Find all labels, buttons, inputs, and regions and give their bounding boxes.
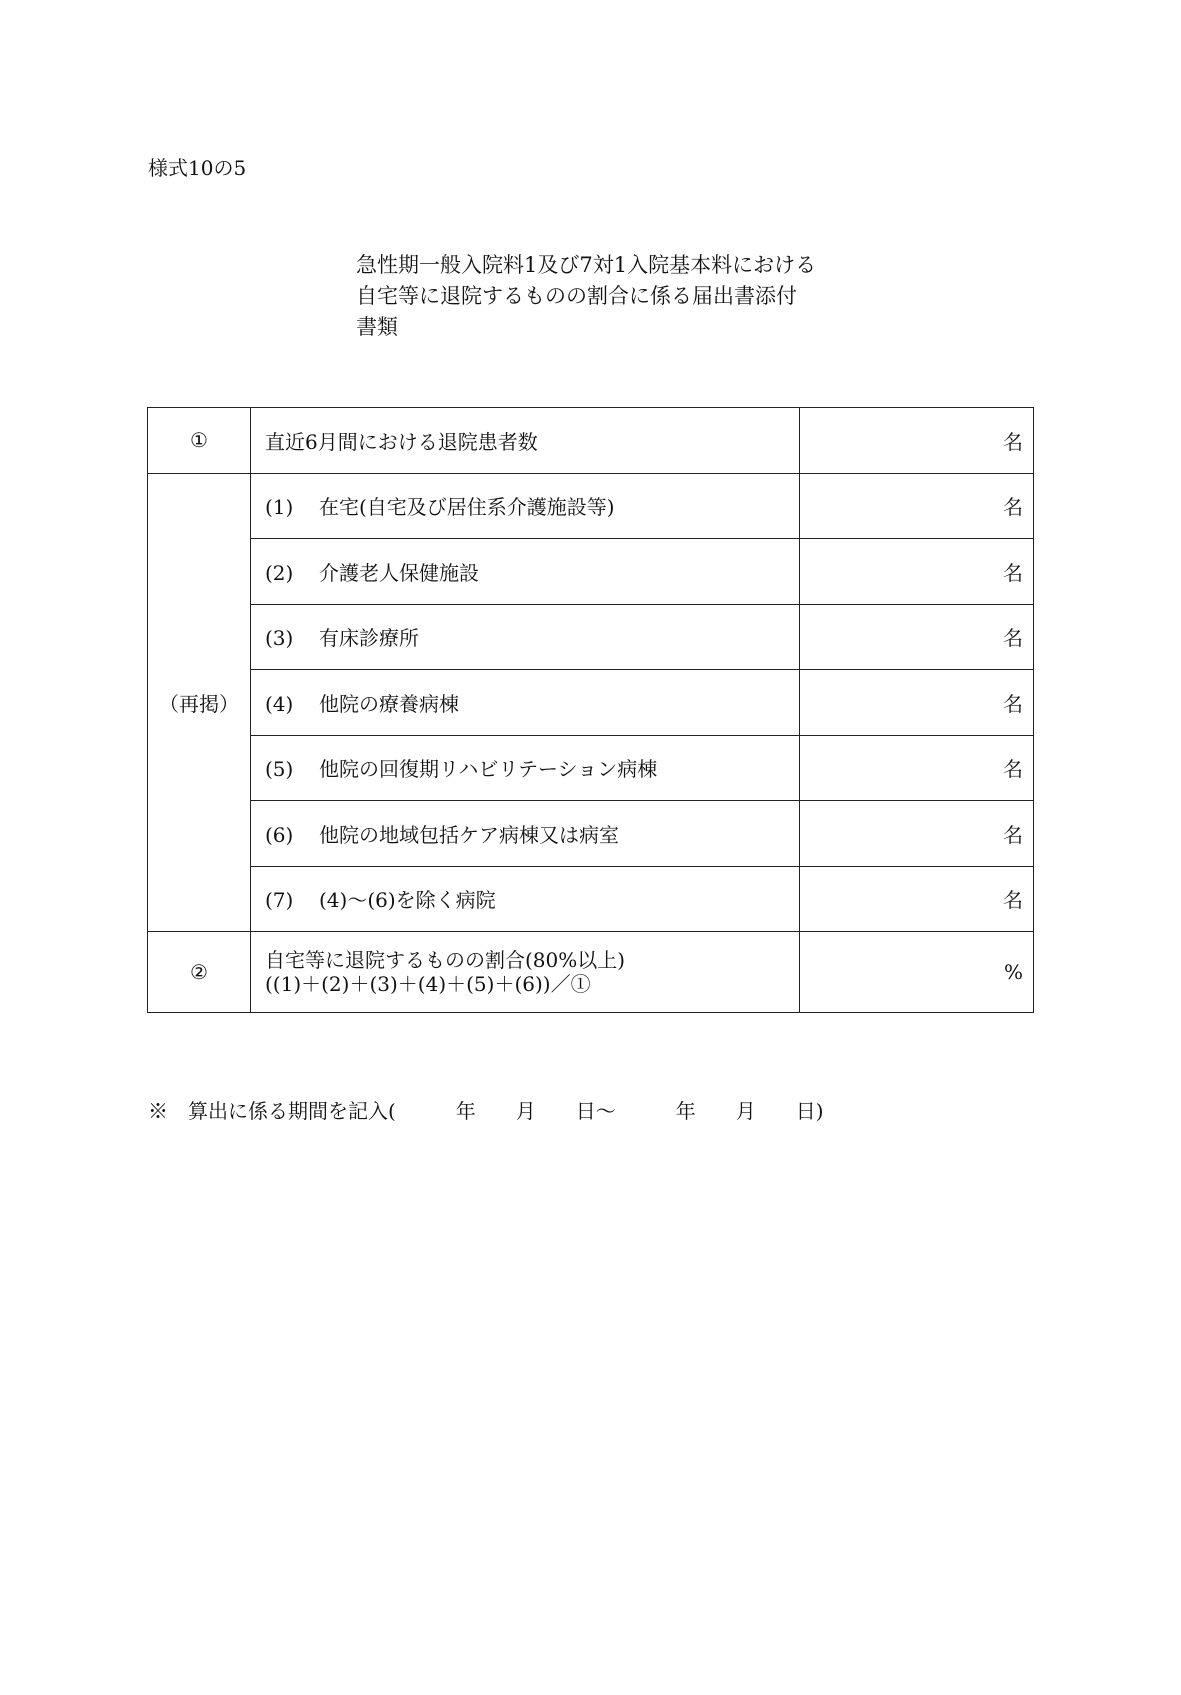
row-text: 有床診療所 — [319, 626, 419, 651]
unit-cell[interactable]: 名 — [800, 866, 1034, 932]
row-label — [251, 604, 800, 670]
discharge-ratio-table — [147, 407, 1034, 1013]
table-row — [148, 801, 1034, 867]
title-line-1: 急性期一般入院料1及び7対1入院基本料における — [356, 253, 817, 277]
row-label — [251, 473, 800, 539]
table-row-total — [148, 408, 1034, 474]
table-row — [148, 539, 1034, 605]
row-label — [251, 801, 800, 867]
row-text: 介護老人保健施設 — [319, 560, 479, 585]
row-number: (5) — [265, 757, 294, 782]
title-line-2: 自宅等に退院するものの割合に係る届出書添付 — [356, 284, 797, 308]
table-row — [148, 670, 1034, 736]
row-number: (1) — [265, 495, 294, 520]
table-row — [148, 866, 1034, 932]
form-number: 様式10の5 — [148, 156, 247, 180]
ratio-label: 自宅等に退院するものの割合(80%以上) — [265, 948, 626, 972]
period-footnote: ※ 算出に係る期間を記入( 年 月 日～ 年 月 日) — [148, 1099, 824, 1123]
row-label — [251, 932, 800, 1013]
unit-cell[interactable]: 名 — [800, 670, 1034, 736]
row-number: (6) — [265, 822, 294, 847]
unit-cell[interactable]: 名 — [800, 408, 1034, 474]
row-text: (4)～(6)を除く病院 — [319, 888, 496, 913]
table-row — [148, 735, 1034, 801]
unit-cell[interactable]: % — [800, 932, 1034, 1013]
row-label: 直近6月間における退院患者数 — [251, 408, 800, 474]
title-line-3: 書類 — [356, 315, 398, 339]
unit-cell[interactable]: 名 — [800, 735, 1034, 801]
row-text: 他院の地域包括ケア病棟又は病室 — [319, 822, 619, 847]
row-label — [251, 539, 800, 605]
row-label — [251, 735, 800, 801]
unit-cell[interactable]: 名 — [800, 539, 1034, 605]
document-title — [356, 250, 856, 343]
table-row-ratio — [148, 932, 1034, 1013]
breakdown-label: （再掲） — [148, 473, 251, 932]
table-row — [148, 604, 1034, 670]
ratio-formula: ((1)＋(2)＋(3)＋(4)＋(5)＋(6))／① — [265, 972, 591, 996]
table-row — [148, 473, 1034, 539]
row-text: 在宅(自宅及び居住系介護施設等) — [319, 495, 615, 520]
row-number: (3) — [265, 626, 294, 651]
unit-cell[interactable]: 名 — [800, 801, 1034, 867]
row-number: (7) — [265, 888, 294, 913]
row-label — [251, 866, 800, 932]
row-number: (2) — [265, 560, 294, 585]
row-number: (4) — [265, 691, 294, 716]
row-index: ② — [148, 932, 251, 1013]
row-text: 他院の回復期リハビリテーション病棟 — [319, 757, 658, 782]
unit-cell[interactable]: 名 — [800, 604, 1034, 670]
unit-cell[interactable]: 名 — [800, 473, 1034, 539]
row-label — [251, 670, 800, 736]
row-text: 他院の療養病棟 — [319, 691, 459, 716]
row-index: ① — [148, 408, 251, 474]
